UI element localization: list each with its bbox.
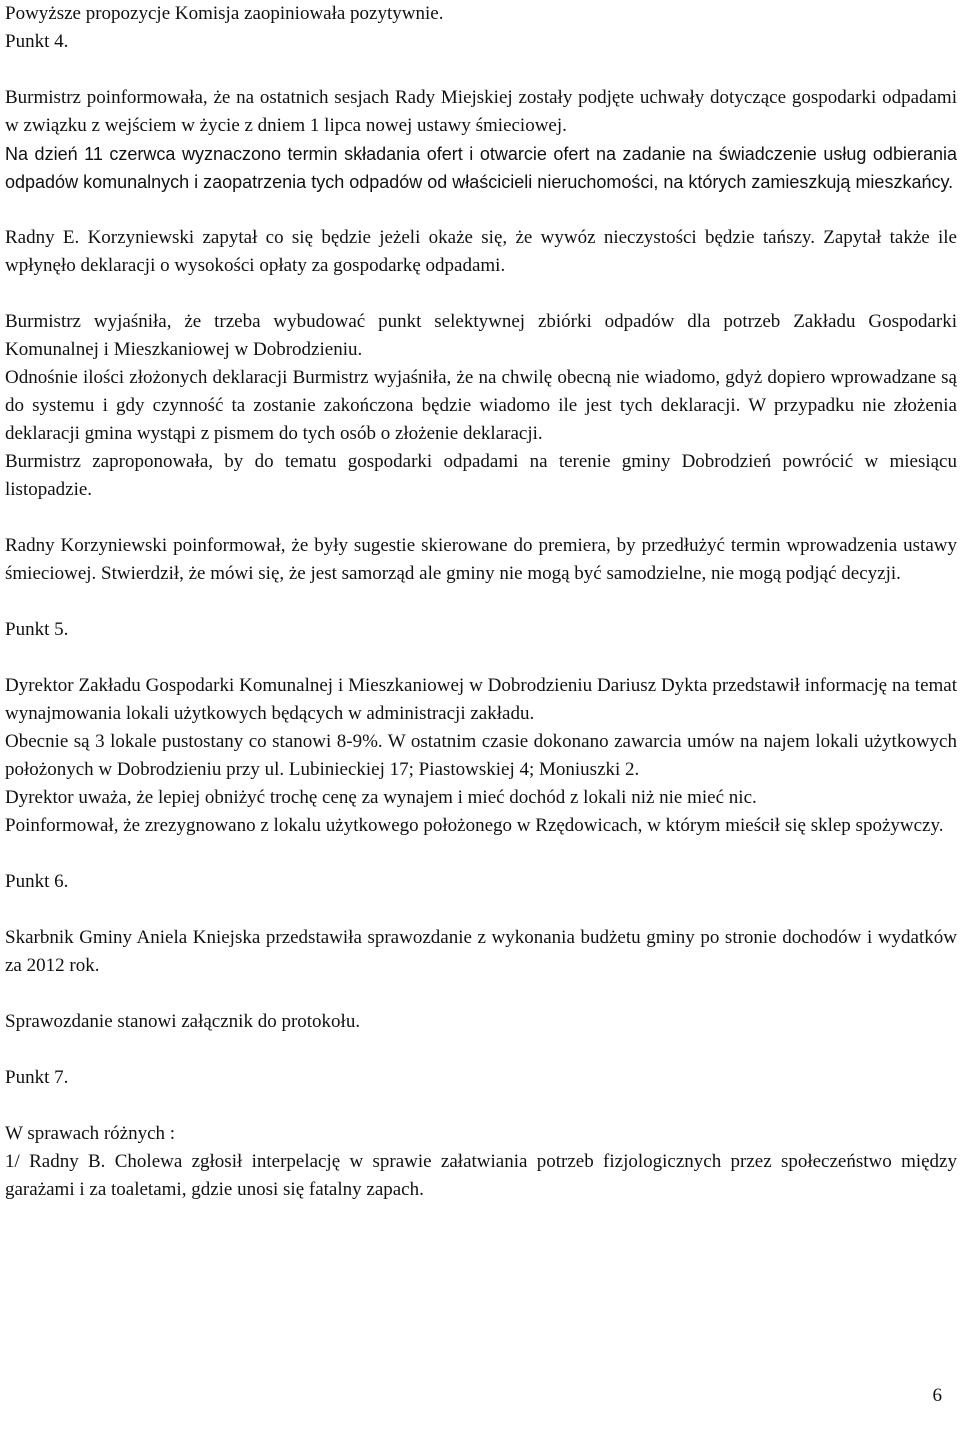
text-paragraph: Powyższe propozycje Komisja zaopiniowała pozytywnie. <box>5 3 444 24</box>
blank-line <box>5 980 957 1008</box>
blank-line <box>5 588 957 616</box>
blank-line <box>5 504 957 532</box>
text-paragraph: Sprawozdanie stanowi załącznik do protokołu. <box>5 1011 361 1032</box>
blank-line <box>5 644 957 672</box>
section-heading-punkt-6: Punkt 6. <box>5 871 69 892</box>
text-paragraph: Burmistrz zaproponowała, by do tematu gospodarki odpadami na terenie gminy Dobrodzień powrócić w miesiącu listopadzie. <box>5 451 957 500</box>
blank-line <box>5 896 957 924</box>
blank-line <box>5 280 957 308</box>
text-paragraph: W sprawach różnych : <box>5 1123 176 1144</box>
blank-line <box>5 1036 957 1064</box>
text-paragraph: Poinformował, że zrezygnowano z lokalu użytkowego położonego w Rzędowicach, w którym mieścił się sklep spożywczy. <box>5 815 944 836</box>
page-number: 6 <box>932 1385 942 1406</box>
text-paragraph: Dyrektor uważa, że lepiej obniżyć trochę cenę za wynajem i mieć dochód z lokali niż nie mieć nic. <box>5 787 757 808</box>
blank-line <box>5 196 957 224</box>
text-paragraph: Na dzień 11 czerwca wyznaczono termin składania ofert i otwarcie ofert na zadanie na świadczenie usług odbierania odpadów komunalnych i zaopatrzenia tych odpadów od właścicieli nieruchomości, na których zamieszkują mieszkańcy. <box>5 144 957 192</box>
text-paragraph: Radny Korzyniewski poinformował, że były sugestie skierowane do premiera, by przedłużyć termin wprowadzenia ustawy śmieciowej. Stwierdził, że mówi się, że jest samorząd ale gminy nie mogą być samodzielne, nie mogą podjąć decyzji. <box>5 535 957 584</box>
text-paragraph: Obecnie są 3 lokale pustostany co stanowi 8-9%. W ostatnim czasie dokonano zawarcia umów na najem lokali użytkowych położonych w Dobrodzieniu przy ul. Lubinieckiej 17; Piastowskiej 4; Moniuszki 2. <box>5 731 957 780</box>
text-paragraph: 1/ Radny B. Cholewa zgłosił interpelację w sprawie załatwiania potrzeb fizjologicznych przez społeczeństwo między garażami i za toaletami, gdzie unosi się fatalny zapach. <box>5 1151 957 1200</box>
section-heading-punkt-4: Punkt 4. <box>5 31 69 52</box>
blank-line <box>5 1092 957 1120</box>
text-paragraph: Dyrektor Zakładu Gospodarki Komunalnej i Mieszkaniowej w Dobrodzieniu Dariusz Dykta przedstawił informację na temat wynajmowania lokali użytkowych będących w administracji zakładu. <box>5 675 957 724</box>
section-heading-punkt-5: Punkt 5. <box>5 619 69 640</box>
blank-line <box>5 56 957 84</box>
blank-line <box>5 840 957 868</box>
text-paragraph: Radny E. Korzyniewski zapytał co się będzie jeżeli okaże się, że wywóz nieczystości będzie tańszy. Zapytał także ile wpłynęło deklaracji o wysokości opłaty za gospodarkę odpadami. <box>5 227 957 276</box>
document-page <box>5 0 957 1204</box>
text-paragraph: Burmistrz wyjaśniła, że trzeba wybudować punkt selektywnej zbiórki odpadów dla potrzeb Zakładu Gospodarki Komunalnej i Mieszkaniowej w Dobrodzieniu. <box>5 311 957 360</box>
text-paragraph: Odnośnie ilości złożonych deklaracji Burmistrz wyjaśniła, że na chwilę obecną nie wiadomo, gdyż dopiero wprowadzane są do systemu i gdy czynność ta zostanie zakończona będzie wiadomo ile jest tych deklaracji. W przypadku nie złożenia deklaracji gmina wystąpi z pismem do tych osób o złożenie deklaracji. <box>5 367 957 444</box>
section-heading-punkt-7: Punkt 7. <box>5 1067 69 1088</box>
text-paragraph: Burmistrz poinformowała, że na ostatnich sesjach Rady Miejskiej zostały podjęte uchwały dotyczące gospodarki odpadami w związku z wejściem w życie z dniem 1 lipca nowej ustawy śmieciowej. <box>5 87 957 136</box>
text-paragraph: Skarbnik Gminy Aniela Kniejska przedstawiła sprawozdanie z wykonania budżetu gminy po stronie dochodów i wydatków za 2012 rok. <box>5 927 957 976</box>
